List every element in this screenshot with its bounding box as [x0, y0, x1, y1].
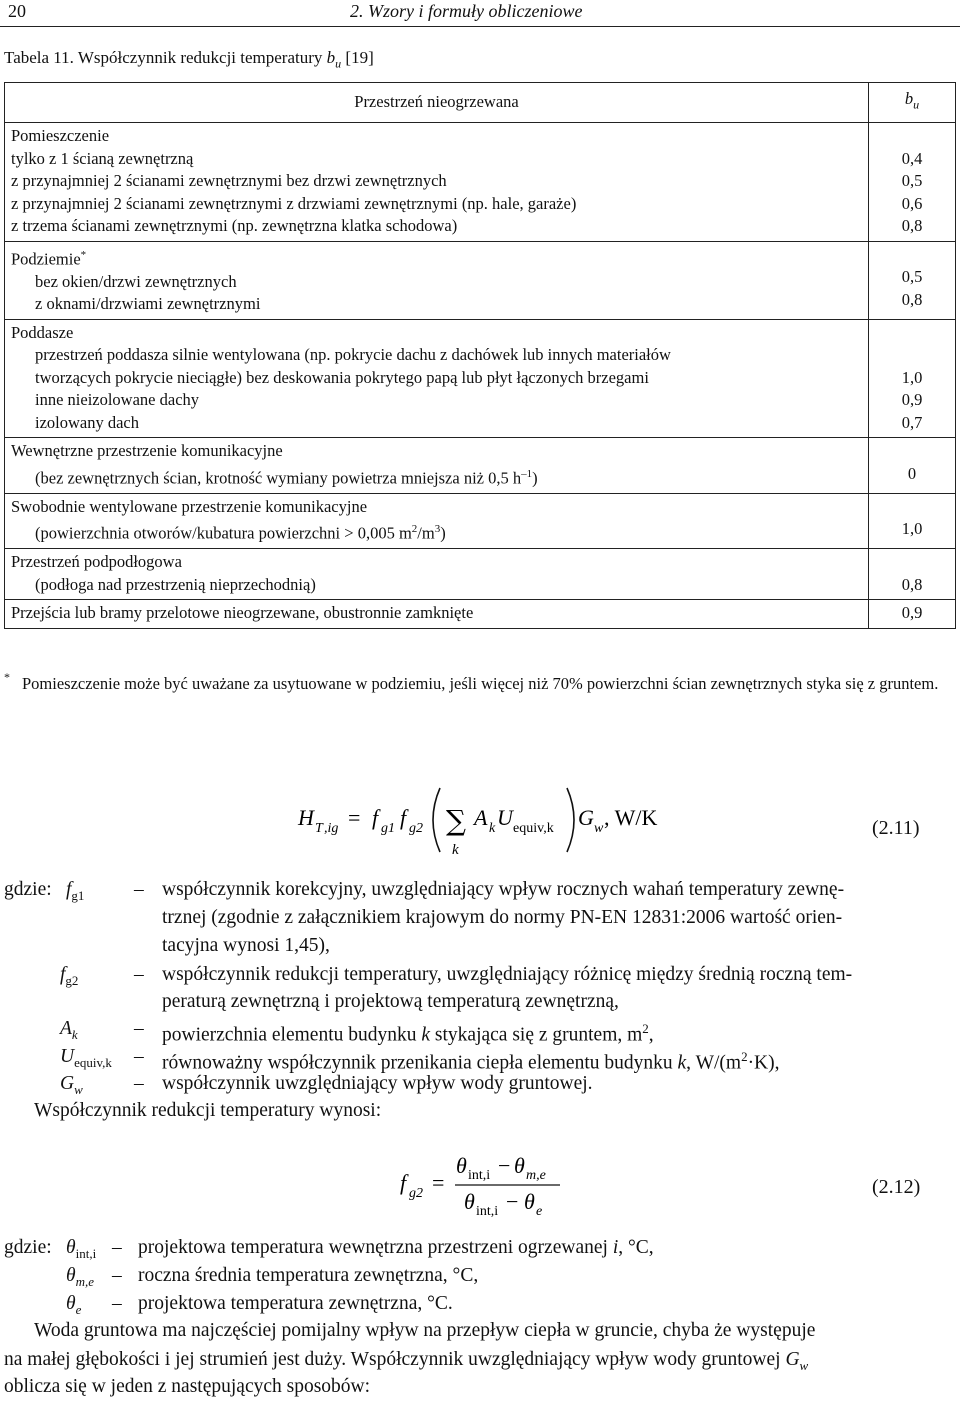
table-row-value: 0,5 [901, 171, 923, 190]
definition-gw: $G_w$ – współczynnik uwzględniający wpływ wody gruntowej. [60, 1073, 593, 1097]
page-number: 20 [8, 1, 26, 21]
svg-text:m,e: m,e [526, 1168, 546, 1183]
group-title: Przestrzeń podpodłogowa [11, 552, 182, 571]
svg-text:g2: g2 [409, 1186, 423, 1201]
equation-number: (2.11) [872, 817, 920, 839]
svg-text:H: H [298, 805, 314, 830]
svg-text:∑: ∑ [446, 804, 466, 837]
svg-text:f: f [400, 805, 407, 830]
header-bu: $b_u$ [869, 83, 956, 123]
svg-text:k: k [489, 821, 496, 836]
svg-text:=: = [432, 1170, 445, 1195]
svg-text:−: − [498, 1153, 511, 1178]
svg-text:g2: g2 [409, 821, 423, 836]
table-row-label: inne nieizolowane dachy [35, 390, 200, 409]
table-row-value: 0,9 [869, 600, 956, 629]
equation-2-12-svg [0, 1145, 960, 1225]
table-row-value: 0,8 [901, 289, 923, 309]
svg-text:T: T [315, 821, 323, 836]
table-row-value: 0,7 [901, 412, 923, 432]
definition-ak: $A_k$ – powierzchnia elementu budynku k stykająca się z gruntem, $m^2$, [60, 1018, 654, 1046]
group-title: Pomieszczenie [11, 126, 110, 145]
table-row-label: z przynajmniej 2 ścianami zewnętrznymi z drzwiami zewnętrznymi (np. hale, garaże) [11, 193, 577, 213]
table-row-label: (podłoga nad przestrzenią nieprzechodnią) [35, 574, 316, 594]
svg-text:f: f [372, 805, 379, 830]
svg-text:w: w [594, 821, 604, 836]
table-group-wewnetrzne [5, 438, 956, 494]
group-title: Podziemie* [11, 248, 87, 268]
svg-text:θ: θ [464, 1189, 475, 1214]
page-header [0, 0, 960, 27]
svg-text:equiv,k: equiv,k [513, 821, 554, 836]
group-title: Poddasze [11, 322, 74, 342]
table-row-value: 1,0 [901, 519, 923, 538]
group-title: Swobodnie wentylowane przestrzenie komunikacyjne [11, 496, 368, 516]
svg-text:int,i: int,i [476, 1204, 499, 1219]
svg-text:, W/K: , W/K [604, 805, 658, 830]
table-row-label: izolowany dach [35, 412, 140, 432]
svg-text:θ: θ [456, 1153, 467, 1178]
svg-text:U: U [497, 805, 513, 830]
svg-text:θ: θ [524, 1189, 535, 1214]
table-row-label: tworzących pokrycie nieciągłe) bez deskowania pokrytego papą lub płyt łączonych brzegami [35, 367, 649, 387]
table-row-value: 0,4 [901, 148, 923, 168]
table-row-label: z trzema ścianami zewnętrznymi (np. zewnętrzna klatka schodowa) [11, 216, 458, 235]
table-row-label: tylko z 1 ścianą zewnętrzną [11, 148, 194, 168]
svg-text:=: = [348, 805, 361, 830]
definition-theta-me: $\theta_{m,e}$ – roczna średnia temperatura zewnętrzna, °C, [66, 1265, 479, 1289]
table-group-podziemie [5, 241, 956, 319]
table-row-value: 0,8 [901, 574, 923, 594]
definition-fg1: gdzie: $f_{g1}$ – współczynnik korekcyjny, uwzględniający wpływ rocznych wahań temperatury zewnę- [4, 879, 845, 903]
table-footnote: * Pomieszczenie może być uważane za usytuowane w podziemiu, jeśli więcej niż 70% powierzchni ścian zewnętrznych styka się z gruntem. [4, 670, 939, 693]
table-row-label: z oknami/drzwiami zewnętrznymi [35, 294, 261, 313]
table-row-value: 0,6 [901, 193, 923, 213]
table-row-label: (powierzchnia otworów/kubatura powierzchni > 0,005 $m^2/m^3$) [35, 523, 446, 543]
definition-fg2: $f_{g2}$ – współczynnik redukcji temperatury, uwzględniający różnicę między średnią roczną tem- [60, 964, 853, 988]
svg-text:−: − [506, 1189, 519, 1214]
table-group-poddasze [5, 319, 956, 438]
reduction-factor-table [4, 82, 956, 629]
table-group-przejscia [5, 600, 956, 629]
svg-text:,ig: ,ig [324, 821, 339, 836]
body-paragraph-line: Woda gruntowa ma najczęściej pomijalny wpływ na przepływ ciepła w gruncie, chyba że występuje [34, 1320, 816, 1341]
svg-text:A: A [474, 805, 488, 830]
body-paragraph-line: oblicza się w jeden z następujących sposobów: [4, 1376, 371, 1397]
definition-theta-int: gdzie: $\theta_{int,i}$ – projektowa temperatura wewnętrzna przestrzeni ogrzewanej i, °C, [4, 1237, 654, 1261]
table-row-value: 0,9 [901, 390, 923, 409]
running-title: 2. Wzory i formuły obliczeniowe [350, 1, 583, 21]
svg-text:g1: g1 [381, 821, 395, 836]
body-paragraph-line: na małej głębokości i jej strumień jest duży. Współczynnik uwzględniający wpływ wody gruntowej $G_w$ [4, 1349, 809, 1373]
text-intro-fg2: Współczynnik redukcji temperatury wynosi: [34, 1100, 382, 1121]
table-row-label: przestrzeń poddasza silnie wentylowana (np. pokrycie dachu z dachówek lub innych materiałów [35, 345, 671, 364]
equation-number: (2.12) [872, 1176, 921, 1198]
definition-uequiv: $U_{equiv,k}$ – równoważny współczynnik przenikania ciepła elementu budynku k, $W/(m^2\cdot K)$, [60, 1046, 780, 1074]
svg-text:θ: θ [514, 1153, 525, 1178]
table-group-pomieszczenie [5, 123, 956, 242]
table-row-label: z przynajmniej 2 ścianami zewnętrznymi bez drzwi zewnętrznych [11, 171, 447, 190]
svg-text:G: G [578, 805, 594, 830]
table-row-value: 0,8 [901, 216, 923, 235]
table-row-label: Przejścia lub bramy przelotowe nieogrzewane, obustronnie zamknięte [5, 600, 869, 629]
right-paren [567, 788, 574, 852]
table-row-label: bez okien/drzwi zewnętrznych [35, 271, 237, 291]
left-paren [433, 788, 440, 852]
svg-text:f: f [400, 1170, 407, 1195]
header-space: Przestrzeń nieogrzewana [5, 83, 869, 123]
document-page: 20 2. Wzory i formuły obliczeniowe Tabela 11. Współczynnik redukcji temperatury $b_u$ [19] Przestrzeń nieogrzewana $b_u$ Pomieszczenie tylko z 1 ścianą zewnętrzną z przynajmniej 2 ścianami zewnętrznymi bez drzwi zewnętrznych z przynajmniej 2 ścianami zewnętrznymi z drzwiami zewnętrznymi (np. hale, garaże) z trzema ścianami zewnętrznymi (np. zewnętrzna klatka schodowa) 0,4 0,5 0,6 0,8 Podziemie* bez okien/drzwi zewnętrznych z oknami/drzwiami zewnętrznymi 0,5 0,8 Poddasze przestrzeń poddasza silnie wentylowana (np. pokrycie dachu z dachówek lub innych materiałów tworzących pokrycie nieciągłe) bez deskowania pokrytego papą lub płyt łączonych brzegami inne nieizolowane dachy izolowany dach 1,0 0,9 0,7 Wewnętrzne przestrzenie komunikacyjne (bez zewnętrznych ścian, krotność wymiany powietrza mniejsza niż 0,5 $h^{-1}$) 0 Swobodnie wentylowane przestrzenie komunikacyjne (powierzchnia otworów/kubatura powierzchni > 0,005 $m^2/m^3$) 1,0 Przestrzeń podpodłogowa (podłoga nad przestrzenią nieprzechodnią) 0,8 Przejścia lub bramy przelotowe nieogrzewane, obustronnie zamknięte 0,9 * Pomieszczenie może być uważane za usytuowane w podziemiu, jeśli więcej niż 70% powierzchni ścian zewnętrznych styka się z gruntem. H T ,ig = f g1 f g2 ∑ k A k U equiv,k G w , W/K (2.11) gdzie: $f_{g1}$ – współczynnik korekcyjny, uwzględniający wpływ rocznych wahań temperatury zewnę- trznej (zgodnie z załącznikiem krajowym do normy PN-EN 12831:2006 wartość orien- tacyjna wynosi 1,45), $f_{g2}$ – współczynnik redukcji temperatury, uwzględniający różnicę między średnią roczną tem- peraturą zewnętrzną i projektową temperaturą zewnętrzną, $A_k$ – powierzchnia elementu budynku k stykająca się z gruntem, $m^2$, $U_{equiv,k}$ – równoważny współczynnik przenikania ciepła elementu budynku k, $W/(m^2\cdot K)$, $G_w$ – współczynnik uwzględniający wpływ wody gruntowej. Współczynnik redukcji temperatury wynosi: f g2 = θ int,i − θ m,e θ int,i − θ e (2.12) gdzie: $\theta_{int,i}$ – projektowa temperatura wewnętrzna przestrzeni ogrzewanej i, °C, $\theta_{m,e}$ – roczna średnia temperatura zewnętrzna, °C, $\theta_e$ – projektowa temperatura zewnętrzna, °C. Woda gruntowa ma najczęściej pomijalny wpływ na przepływ ciepła w gruncie, chyba że występuje na małej głębokości i jej strumień jest duży. Współczynnik uwzględniający wpływ wody gruntowej $G_w$ oblicza się w jeden z następujących sposobów: [0, 0, 960, 1400]
table-group-podpodlogowa [5, 549, 956, 600]
table-group-swobodnie [5, 493, 956, 549]
table-caption: Tabela 11. Współczynnik redukcji temperatury $b_u$ [19] [4, 48, 374, 71]
table-row-value: 1,0 [901, 367, 923, 387]
definition-theta-e: $\theta_e$ – projektowa temperatura zewnętrzna, °C. [66, 1293, 453, 1317]
table-row-value: 0 [907, 463, 917, 483]
svg-text:int,i: int,i [468, 1168, 491, 1183]
equation-2-11-svg [0, 780, 960, 860]
table-header-row [5, 83, 956, 123]
svg-text:k: k [452, 842, 459, 858]
group-title: Wewnętrzne przestrzenie komunikacyjne [11, 441, 283, 460]
svg-text:e: e [536, 1204, 543, 1219]
table-row-value: 0,5 [901, 267, 923, 286]
table-row-label: (bez zewnętrznych ścian, krotność wymiany powietrza mniejsza niż 0,5 $h^{-1}$) [35, 467, 538, 487]
